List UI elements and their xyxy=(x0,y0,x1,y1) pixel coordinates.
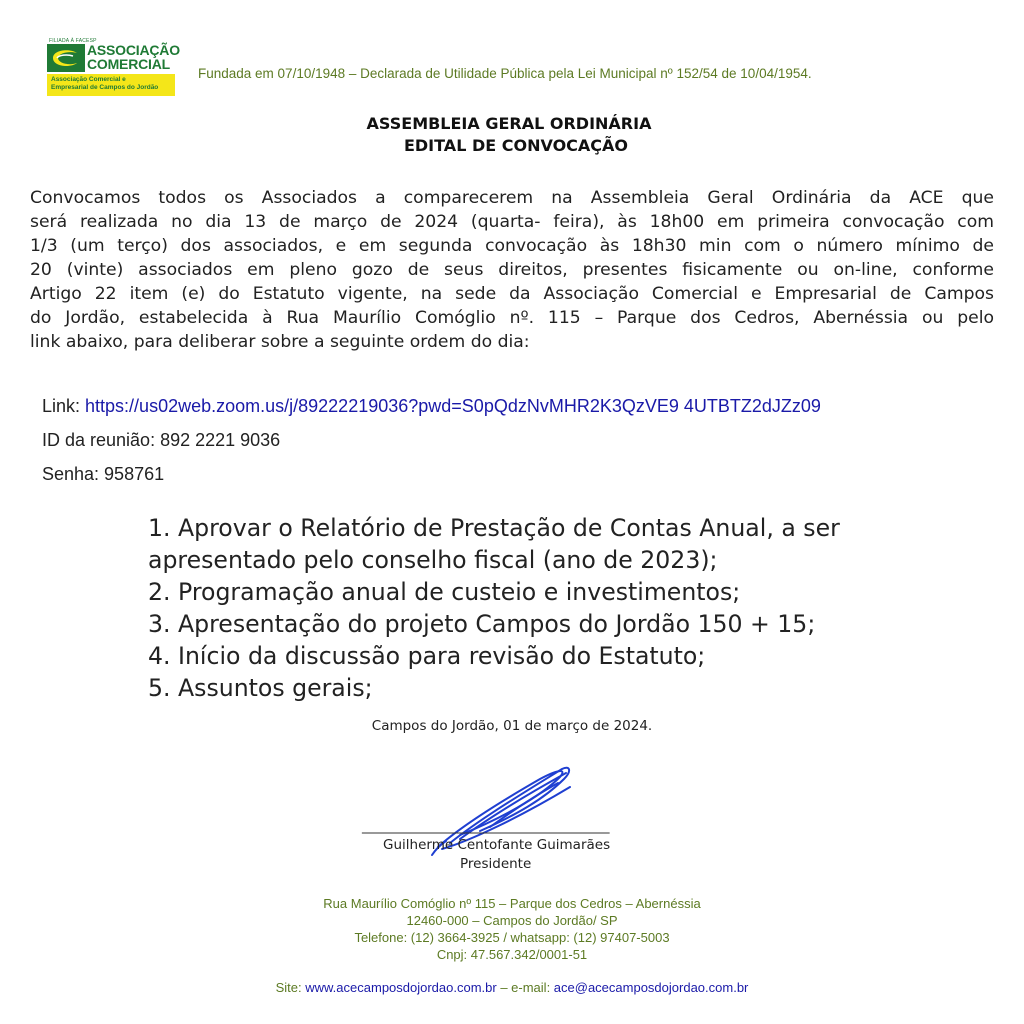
logo-subtitle xyxy=(51,76,158,92)
paragraph-line: 20 (vinte) associados em pleno gozo de seus direitos, presentes fisicamente ou on-line, conforme xyxy=(30,260,994,280)
website-link[interactable]: www.acecamposdojordao.com.br xyxy=(305,980,497,995)
agenda-item: 5. Assuntos gerais; xyxy=(148,674,373,702)
meeting-password: Senha: 958761 xyxy=(42,464,165,484)
signer-name: Guilherme Centofante Guimarães xyxy=(383,837,611,853)
agenda-item: 1. Aprovar o Relatório de Prestação de Contas Anual, a ser xyxy=(148,514,840,542)
logo-emblem-icon xyxy=(47,44,85,72)
meeting-link-row xyxy=(42,396,821,417)
founded-statement: Fundada em 07/10/1948 – Declarada de Utilidade Pública pela Lei Municipal nº 152/54 de 10/04/1954. xyxy=(198,66,812,81)
agenda-item: apresentado pelo conselho fiscal (ano de 2023); xyxy=(148,546,718,574)
agenda-item: 2. Programação anual de custeio e investimentos; xyxy=(148,578,741,606)
document-date: Campos do Jordão, 01 de março de 2024. xyxy=(371,718,653,734)
logo-affiliation-text: FILIADA À FACESP xyxy=(49,38,97,44)
logo-subtitle-line1: Associação Comercial e xyxy=(51,76,126,83)
convocation-paragraph xyxy=(30,186,994,354)
email-label: – e-mail: xyxy=(496,980,554,995)
logo-subtitle-line2: Empresarial de Campos do Jordão xyxy=(51,84,159,91)
agenda-item: 4. Início da discussão para revisão do Estatuto; xyxy=(148,642,706,670)
document-title: ASSEMBLEIA GERAL ORDINÁRIA xyxy=(366,114,652,133)
association-logo xyxy=(47,38,180,98)
footer-contact xyxy=(0,980,1024,995)
logo-name-line1: ASSOCIAÇÃO xyxy=(87,42,180,58)
footer-city: 12460-000 – Campos do Jordão/ SP xyxy=(406,913,618,928)
site-label: Site: xyxy=(275,980,306,995)
paragraph-line: do Jordão, estabelecida à Rua Maurílio Comóglio nº. 115 – Parque dos Cedros, Abernéssia ou pelo xyxy=(30,308,994,328)
agenda-list xyxy=(148,512,840,704)
paragraph-line: link abaixo, para deliberar sobre a seguinte ordem do dia: xyxy=(30,332,530,352)
meeting-link-label: Link: xyxy=(42,396,86,416)
paragraph-line: Artigo 22 item (e) do Estatuto vigente, na sede da Associação Comercial e Empresarial de Campos xyxy=(30,284,994,304)
paragraph-line: 1/3 (um terço) dos associados, e em segunda convocação às 18h30 min com o número mínimo de xyxy=(30,236,994,256)
agenda-item: 3. Apresentação do projeto Campos do Jordão 150 + 15; xyxy=(148,610,816,638)
paragraph-line: será realizada no dia 13 de março de 2024 (quarta- feira), às 18h00 em primeira convocação com xyxy=(30,212,994,232)
meeting-id: ID da reunião: 892 2221 9036 xyxy=(42,430,281,450)
logo-name-line2: COMERCIAL xyxy=(87,56,170,72)
email-link[interactable]: ace@acecamposdojordao.com.br xyxy=(553,980,749,995)
footer-cnpj: Cnpj: 47.567.342/0001-51 xyxy=(436,947,588,962)
footer-address: Rua Maurílio Comóglio nº 115 – Parque dos Cedros – Abernéssia xyxy=(323,896,701,911)
paragraph-line: Convocamos todos os Associados a comparecerem na Assembleia Geral Ordinária da ACE que xyxy=(30,188,994,208)
logo-name xyxy=(87,43,180,71)
signature-line: ______________________________________ xyxy=(362,818,609,834)
zoom-meeting-link[interactable]: https://us02web.zoom.us/j/89222219036?pwd=S0pQdzNvMHR2K3QzVE9 4UTBTZ2dJZz09 xyxy=(85,396,821,416)
document-subtitle: EDITAL DE CONVOCAÇÃO xyxy=(403,136,629,155)
signer-role: Presidente xyxy=(460,856,532,872)
footer-phone: Telefone: (12) 3664-3925 / whatsapp: (12) 97407-5003 xyxy=(354,930,670,945)
